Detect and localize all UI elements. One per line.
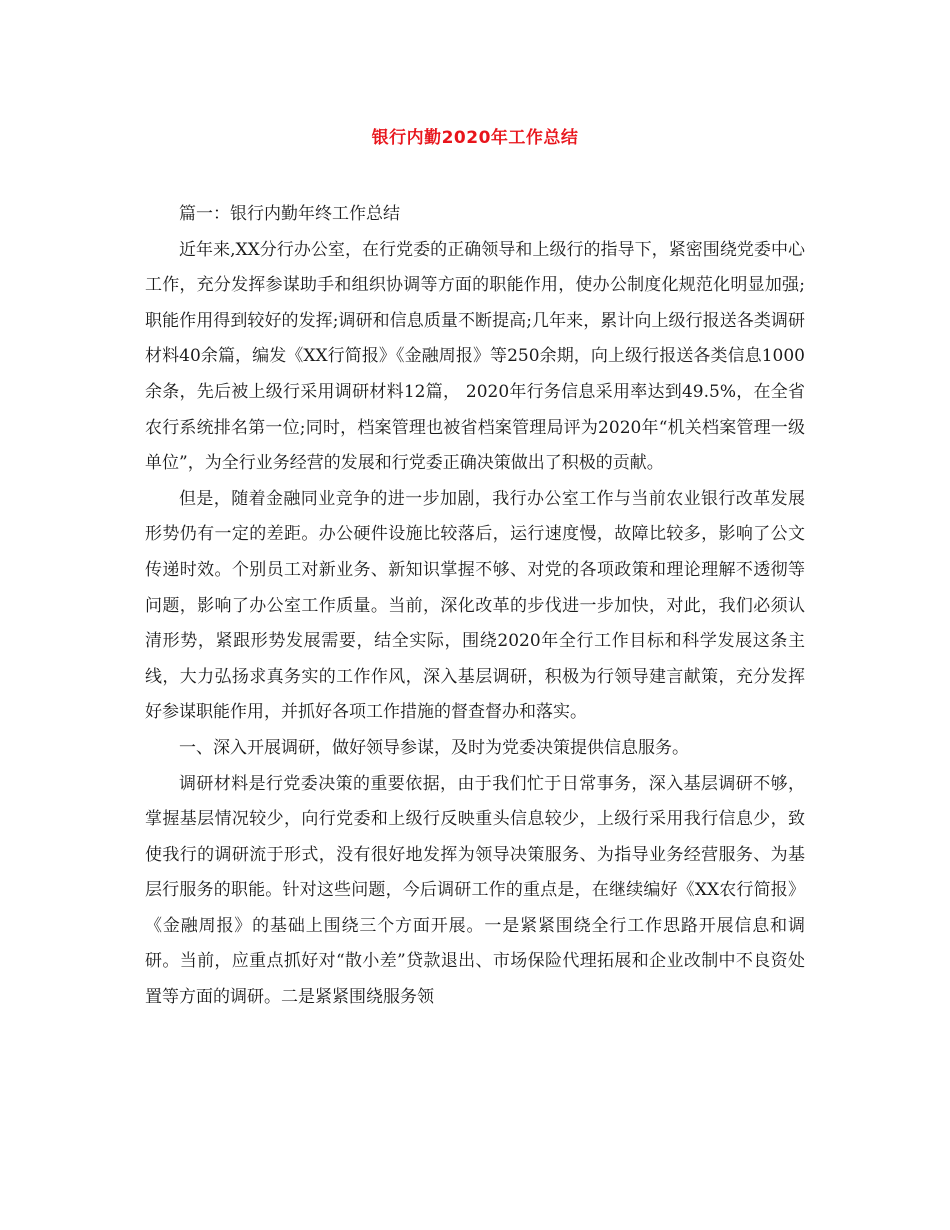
- paragraph-section-heading: 篇一：银行内勤年终工作总结: [179, 204, 400, 224]
- document-body: [145, 197, 805, 1016]
- paragraph: 但是，随着金融同业竞争的进一步加剧，我行办公室工作与当前农业银行改革发展形势仍有一定的差距。办公硬件设施比较落后，运行速度慢，故障比较多，影响了公文传递时效。个别员工对新业务、新知识掌握不够、对党的各项政策和理论理解不透彻等问题，影响了办公室工作质量。当前，深化改革的步伐进一步加快，对此，我们必须认清形势，紧跟形势发展需要，结全实际，围绕2020年全行工作目标和科学发展这条主线，大力弘扬求真务实的工作作风，深入基层调研，积极为行领导建言献策，充分发挥好参谋职能作用，并抓好各项工作措施的督查督办和落实。: [145, 488, 805, 723]
- document-title: 银行内勤2020年工作总结: [371, 128, 579, 148]
- paragraph: 近年来,XX分行办公室，在行党委的正确领导和上级行的指导下，紧密围绕党委中心工作，充分发挥参谋助手和组织协调等方面的职能作用，使办公制度化规范化明显加强;职能作用得到较好的发挥;调研和信息质量不断提高;几年来，累计向上级行报送各类调研材料40余篇，编发《XX行简报》《金融周报》等250余期，向上级行报送各类信息1000余条，先后被上级行采用调研材料12篇， 2020年行务信息采用率达到49.5%，在全省农行系统排名第一位;同时，档案管理也被省档案管理局评为2020年“机关档案管理一级单位”，为全行业务经营的发展和行党委正确决策做出了积极的贡献。: [145, 239, 805, 474]
- paragraph: 调研材料是行党委决策的重要依据，由于我们忙于日常事务，深入基层调研不够，掌握基层情况较少，向行党委和上级行反映重头信息较少，上级行采用我行信息少，致使我行的调研流于形式，没有很好地发挥为领导决策服务、为指导业务经营服务、为基层行服务的职能。针对这些问题，今后调研工作的重点是，在继续编好《XX农行简报》《金融周报》的基础上围绕三个方面开展。一是紧紧围绕全行工作思路开展信息和调研。当前，应重点抓好对“散小差”贷款退出、市场保险代理拓展和企业改制中不良资处置等方面的调研。二是紧紧围绕服务领: [145, 773, 805, 1008]
- paragraph-subheading: 一、深入开展调研，做好领导参谋，及时为党委决策提供信息服务。: [179, 737, 689, 758]
